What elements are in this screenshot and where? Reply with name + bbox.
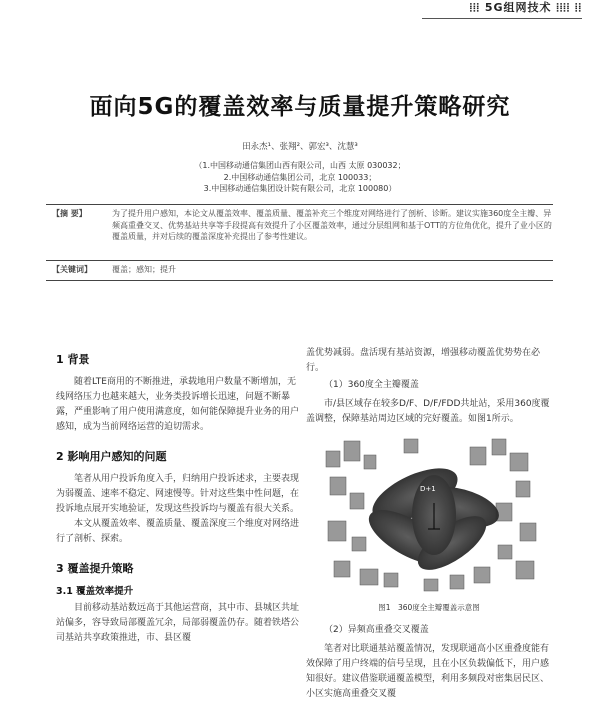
author-list: 田永杰¹、张翔²、郭宏³、沈慧³ [242,142,358,152]
subsection-1-text: 市/县区域存在较多D/F、D/F/FDD共址站，采用360度覆盖调整，保障基站周边区域的完好覆盖。如图1所示。 [306,399,550,424]
subsection-1-heading: （1）360度全主瓣覆盖 [324,380,419,390]
affiliation-2: 2.中国移动通信集团公司，北京 100033； [223,172,377,182]
figure-1 [320,433,546,598]
keywords-label: 【关键词】 [52,265,92,274]
keywords-text: 覆盖；感知；提升 [112,265,176,274]
coverage-diagram [320,433,546,598]
abstract-mid-rule [46,260,553,261]
abstract-text: 为了提升用户感知，本论文从覆盖效率、覆盖质量、覆盖补充三个维度对网络进行了剖析、诊断。建议实施360度全主瓣、异频高重叠交叉、优势基站共享等手段提高有效提升了小区覆盖效率，通过分层组网和基于OTT的方位角优化，提升了业小区的覆盖质量，并对后续的覆盖深度补充提出了参考性建议。 [112,209,552,241]
section-2-paragraph-2: 本文从覆盖效率、覆盖质量、覆盖深度三个维度对网络进行了剖析、探索。 [56,519,300,544]
affiliation-3: 3.中国移动通信集团设计院有限公司，北京 100080） [203,184,397,193]
subsection-2-heading: （2）异频高重叠交叉覆盖 [324,625,429,635]
paper-title: 面向5G的覆盖效率与质量提升策略研究 [89,94,511,120]
right-intro-text: 盖优势减弱。盘活现有基站资源，增强移动覆盖优势势在必行。 [306,348,541,373]
abstract-bottom-rule [46,280,553,281]
section-3-1-heading: 3.1 覆盖效率提升 [56,586,134,597]
header-grid-icon: ⦙⦙⦙ [469,1,485,14]
figure-label: D+1 [420,485,436,493]
abstract-block [52,208,552,243]
abstract-label: 【摘 要】 [52,209,87,218]
right-column [306,346,552,702]
affiliation-1: （1.中国移动通信集团山西有限公司，山西 太原 030032； [194,161,406,170]
subsection-2-text: 笔者对比联通基站覆盖情况，发现联通高小区重叠度能有效保障了用户终端的信号呈现，且在小区负载偏低下，用户感知很好。建议借鉴联通覆盖模型，利用多频段对密集居民区、小区实施高重叠交叉覆 [306,644,550,699]
figure-1-caption: 图1 360度全主瓣覆盖示意图 [378,603,480,612]
section-3-heading: 3 覆盖提升策略 [56,562,134,575]
keywords-block [52,264,552,276]
section-3-1-text: 目前移动基站数远高于其他运营商，其中市、县城区共址站偏多，容导致局部覆盖冗余，局部弱覆盖仍存。随着铁塔公司基站共享政策推进，市、县区覆 [56,603,300,643]
section-1-text: 随着LTE商用的不断推进，承载地用户数量不断增加，无线网络压力也越来越大，业务类投诉增长迅速，问题不断暴露，严重影响了用户使用满意度，如何能保障提升业务的用户感知，成为当前网络运营的迫切需求。 [56,377,300,432]
section-2-heading: 2 影响用户感知的问题 [56,450,167,463]
header-grid-icon-right: ⦙⦙⦙⦙ ⦙⦙ [551,1,582,14]
affiliations [0,160,600,195]
section-2-paragraph-1: 笔者从用户投诉角度入手，归纳用户投诉述求，主要表现为弱覆盖、速率不稳定、网速慢等。针对这些集中性问题，在投诉地点展开实地验证，发现这些投诉均与覆盖有很大关系。 [56,474,300,514]
abstract-top-rule [46,204,553,205]
section-1-heading: 1 背景 [56,353,90,366]
section-header-tag: ⦙⦙⦙ 5G组网技术 ⦙⦙⦙⦙ ⦙⦙ [422,0,582,19]
left-column [56,346,302,646]
